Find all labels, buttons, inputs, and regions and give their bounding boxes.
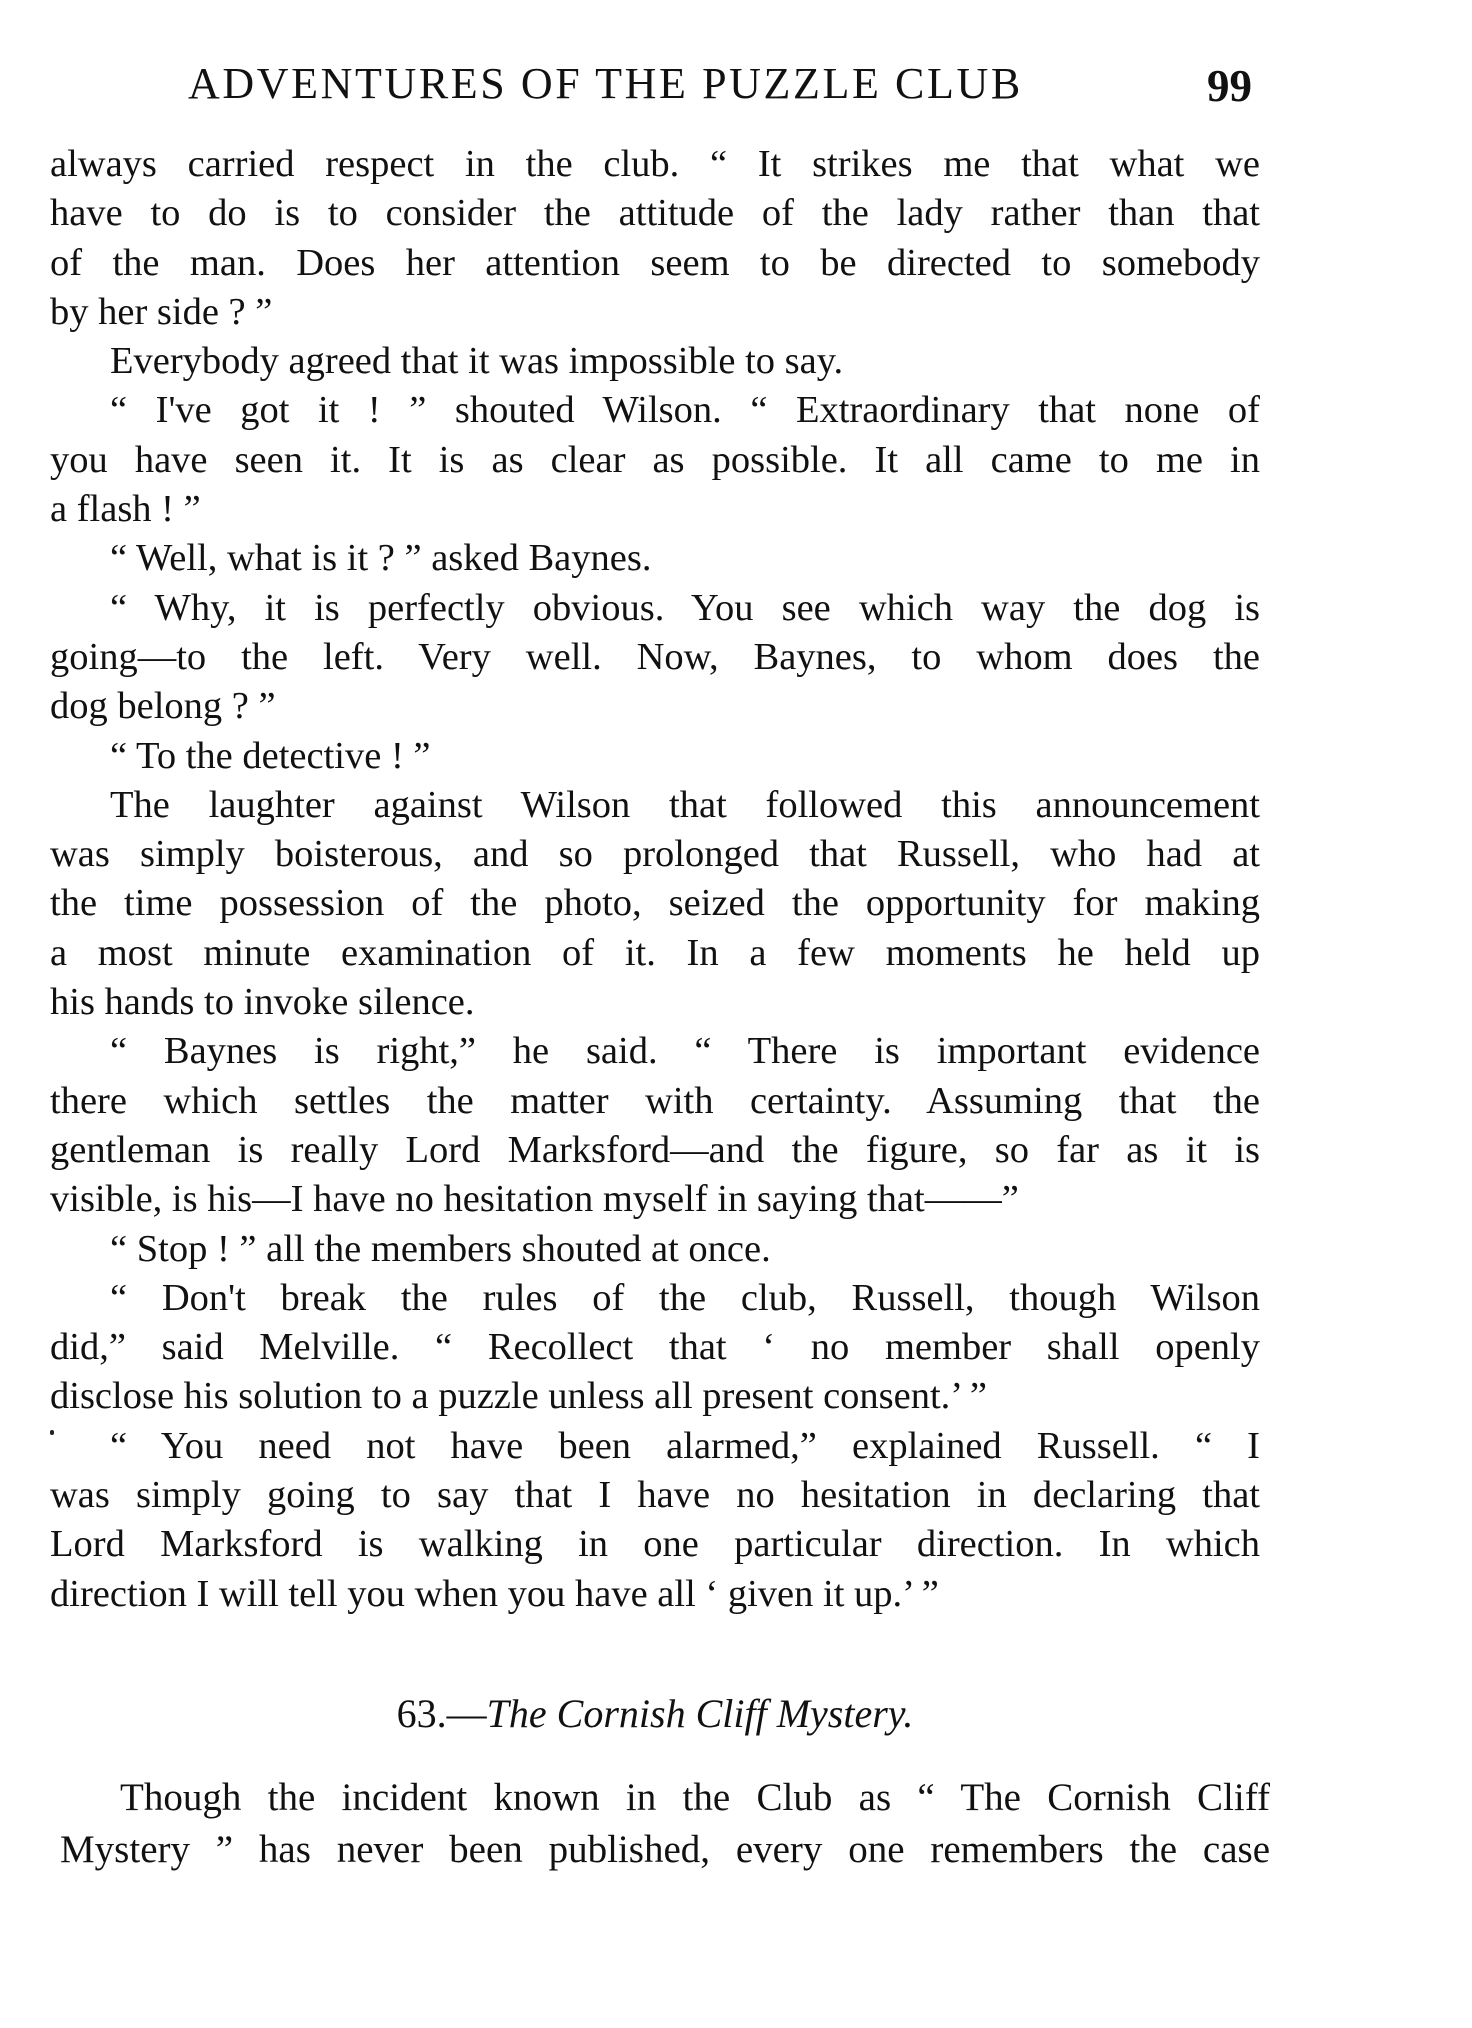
text-line: “ Well, what is it ? ” asked Baynes. [110,537,652,580]
text-line: “ I've got it ! ” shouted Wilson. “ Extraordinary that none of [110,389,1260,432]
text-line: “ To the detective ! ” [110,734,431,777]
text-line: disclose his solution to a puzzle unless all present consent.’ ” [50,1375,987,1418]
text-line: “ Why, it is perfectly obvious. You see which way the dog is [110,586,1260,629]
text-line: you have seen it. It is as clear as possible. It all came to me in [50,438,1260,481]
text-line: The laughter against Wilson that followed this announcement [110,783,1260,826]
section-heading [50,1690,1260,1737]
text-line: Mystery ” has never been published, every one remembers the case [60,1828,1270,1871]
text-line: gentleman is really Lord Marksford—and the figure, so far as it is [50,1128,1260,1171]
text-line: did,” said Melville. “ Recollect that ‘ no member shall openly [50,1326,1260,1369]
text-line: visible, is his—I have no hesitation myself in saying that——” [50,1178,1019,1221]
text-line: a flash ! ” [50,488,201,531]
section-title: The Cornish Cliff Mystery. [486,1691,914,1736]
text-line: always carried respect in the club. “ It strikes me that what we [50,143,1260,185]
text-line: there which settles the matter with certainty. Assuming that the [50,1079,1260,1122]
text-line: Lord Marksford is walking in one particular direction. In which [50,1523,1260,1566]
text-line: “ Baynes is right,” he said. “ There is important evidence [110,1030,1260,1073]
text-line: dog belong ? ” [50,685,276,728]
text-line: his hands to invoke silence. [50,981,475,1024]
section-number: 63.— [396,1691,487,1736]
text-line: have to do is to consider the attitude of the lady rather than that [50,192,1260,235]
body-text [50,140,1260,1619]
running-head [180,52,1270,116]
text-line: the time possession of the photo, seized the opportunity for making [50,882,1260,925]
text-line: “ Stop ! ” all the members shouted at once. [110,1227,771,1270]
text-line: was simply boisterous, and so prolonged that Russell, who had at [50,833,1260,876]
text-line: direction I will tell you when you have all ‘ given it up.’ ” [50,1572,939,1615]
text-line: “ You need not have been alarmed,” explained Russell. “ I [110,1424,1260,1467]
text-line: Though the incident known in the Club as “ The Cornish Cliff [120,1776,1270,1819]
margin-mark [50,1430,54,1435]
running-title: ADVENTURES OF THE PUZZLE CLUB [188,59,1023,108]
text-line: by her side ? ” [50,290,273,333]
text-line: going—to the left. Very well. Now, Baynes, to whom does the [50,635,1260,678]
section-body [60,1772,1270,1876]
text-line: Everybody agreed that it was impossible to say. [110,340,844,383]
text-line: “ Don't break the rules of the club, Russell, though Wilson [110,1276,1260,1319]
page-number: 99 [1207,61,1252,111]
text-line: was simply going to say that I have no hesitation in declaring that [50,1474,1260,1517]
text-line: of the man. Does her attention seem to be directed to somebody [50,241,1260,284]
text-line: a most minute examination of it. In a few moments he held up [50,931,1260,974]
